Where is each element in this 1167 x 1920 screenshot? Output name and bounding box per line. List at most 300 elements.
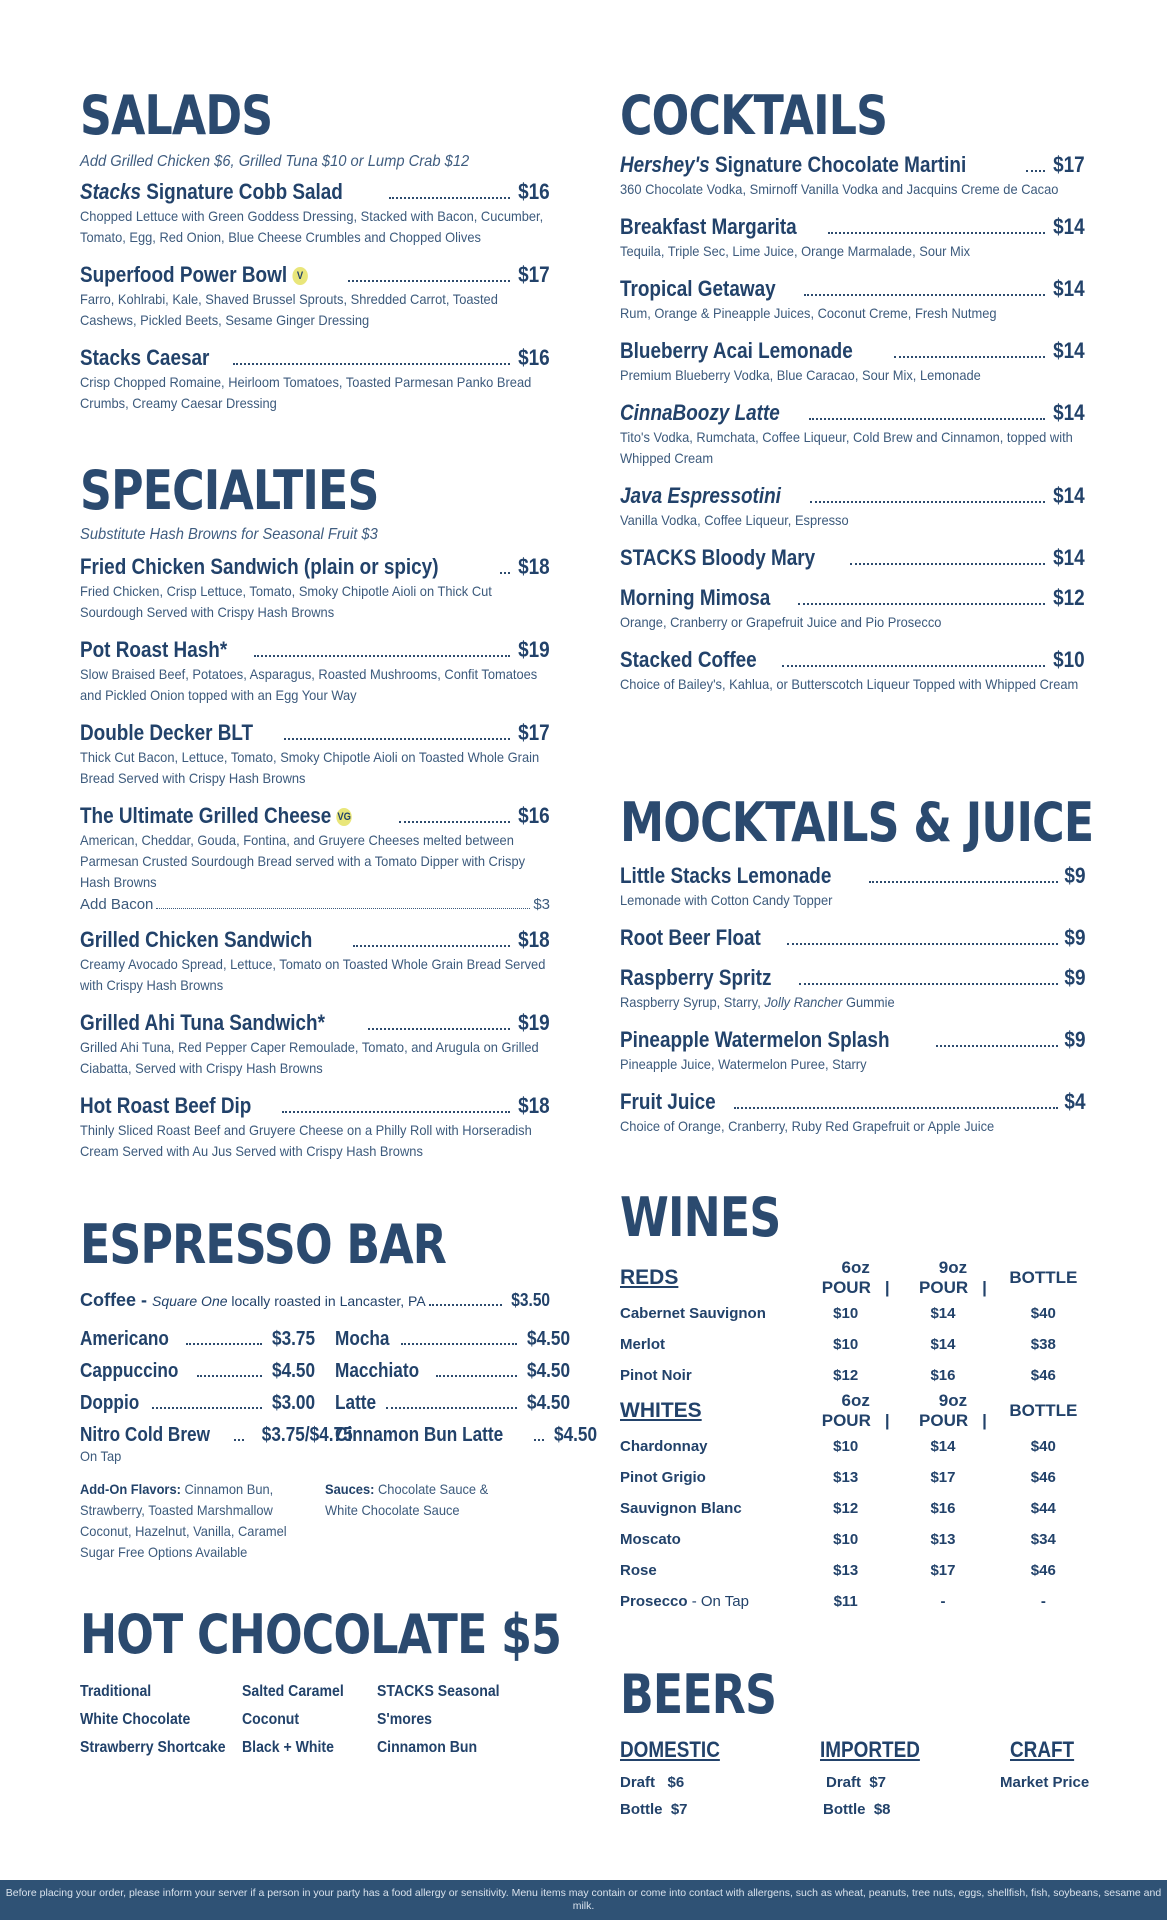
wine-price-6oz: $13 bbox=[833, 1562, 859, 1579]
menu-item-price: $18 bbox=[518, 1093, 550, 1118]
cocktails-items bbox=[620, 152, 1085, 695]
menu-item-price: $18 bbox=[518, 927, 550, 952]
menu-item-head bbox=[620, 647, 1085, 673]
leader-dots bbox=[429, 1304, 502, 1306]
menu-item-head bbox=[620, 1089, 1085, 1115]
wine-col-bottle bbox=[1002, 1258, 1085, 1298]
wine-col-9oz-label: 9oz POUR bbox=[919, 1258, 969, 1297]
menu-item-price: $16 bbox=[518, 179, 550, 204]
menu-item-head bbox=[80, 637, 550, 663]
menu-item-name bbox=[80, 345, 209, 371]
wine-row bbox=[620, 1329, 1085, 1360]
beer-imported-heading: IMPORTED bbox=[820, 1737, 920, 1762]
wine-price-bottle: $34 bbox=[1030, 1531, 1056, 1548]
menu-item-desc-text: Rum, Orange & Pineapple Juices, Coconut Creme, Fresh Nutmeg bbox=[620, 305, 997, 321]
menu-item-name-text: The Ultimate Grilled Cheese bbox=[80, 803, 332, 828]
leader-dots bbox=[156, 908, 530, 909]
espresso-item-price: $3.75 bbox=[271, 1328, 315, 1350]
espresso-item bbox=[80, 1390, 315, 1416]
diet-badge: V bbox=[292, 267, 307, 285]
menu-item-head bbox=[80, 927, 550, 953]
menu-item-head bbox=[80, 720, 550, 746]
wine-header-row bbox=[620, 1258, 1085, 1298]
leader-dots bbox=[804, 294, 1045, 296]
leader-dots bbox=[152, 1407, 262, 1409]
wine-col-6oz-label: 6oz POUR bbox=[821, 1391, 871, 1430]
menu-item-desc-text: Pineapple Juice, Watermelon Puree, Starry bbox=[620, 1056, 867, 1072]
menu-item-desc bbox=[80, 372, 547, 414]
menu-item bbox=[620, 483, 1085, 531]
leader-dots bbox=[233, 363, 510, 365]
menu-item-name bbox=[80, 262, 308, 288]
diet-badge: VG bbox=[336, 808, 351, 826]
hot-chocolate-section bbox=[80, 1603, 562, 1757]
hot-chocolate-flavor: Coconut bbox=[242, 1711, 300, 1728]
wine-name-cell bbox=[620, 1462, 807, 1493]
wine-row bbox=[620, 1493, 1085, 1524]
wine-price-9oz: $13 bbox=[930, 1531, 956, 1548]
menu-item-price: $14 bbox=[1053, 483, 1085, 508]
menu-item-name bbox=[80, 803, 352, 829]
hot-chocolate-flavor: Cinnamon Bun bbox=[377, 1739, 478, 1756]
espresso-item bbox=[335, 1422, 597, 1448]
menu-item-desc bbox=[620, 427, 1082, 469]
menu-item bbox=[80, 720, 550, 789]
espresso-item bbox=[80, 1358, 315, 1384]
wine-name-cell bbox=[620, 1555, 807, 1586]
wine-row bbox=[620, 1360, 1085, 1391]
wine-name-cell bbox=[620, 1586, 807, 1617]
menu-item-head bbox=[80, 179, 550, 205]
menu-item bbox=[620, 925, 1085, 951]
wine-row bbox=[620, 1555, 1085, 1586]
menu-item-name-text: Breakfast Margarita bbox=[620, 214, 797, 239]
hot-chocolate-flavor: Traditional bbox=[80, 1683, 152, 1700]
menu-item-name bbox=[80, 554, 439, 580]
menu-item-head bbox=[620, 585, 1085, 611]
menu-item bbox=[80, 803, 550, 913]
sauces-list: Chocolate Sauce & White Chocolate Sauce bbox=[325, 1481, 489, 1518]
menu-item-name-text: Pot Roast Hash* bbox=[80, 637, 228, 662]
beer-imported-draft: Draft $7 bbox=[826, 1774, 887, 1791]
leader-dots bbox=[936, 1045, 1057, 1047]
menu-item-price: $17 bbox=[1053, 152, 1085, 177]
menu-item bbox=[80, 637, 550, 706]
menu-item-head bbox=[620, 276, 1085, 302]
wine-row bbox=[620, 1462, 1085, 1493]
menu-item bbox=[80, 1010, 550, 1079]
wine-name-note: - On Tap bbox=[687, 1593, 749, 1610]
menu-item-desc bbox=[620, 992, 1082, 1013]
menu-item-price: $18 bbox=[518, 554, 550, 579]
beer-domestic bbox=[620, 1737, 820, 1823]
menu-item bbox=[620, 1027, 1085, 1075]
espresso-item-name: Cinnamon Bun Latte bbox=[335, 1424, 504, 1446]
menu-item-desc bbox=[80, 954, 547, 996]
espresso-item-price: $3.00 bbox=[271, 1392, 315, 1414]
menu-item-head bbox=[620, 338, 1085, 364]
menu-item-head bbox=[80, 1093, 550, 1119]
menu-item-name-text: Morning Mimosa bbox=[620, 585, 771, 610]
wine-price-bottle: $46 bbox=[1030, 1562, 1056, 1579]
menu-item-name bbox=[620, 647, 757, 673]
menu-item-desc bbox=[620, 303, 1082, 324]
wine-name-cell bbox=[620, 1524, 807, 1555]
leader-dots bbox=[282, 1111, 510, 1113]
wine-price-9oz: $14 bbox=[930, 1336, 956, 1353]
wine-price-9oz: $16 bbox=[930, 1367, 956, 1384]
menu-item-desc bbox=[80, 1120, 547, 1162]
wine-row bbox=[620, 1586, 1085, 1617]
espresso-item-price: $3.75/$4.75 bbox=[261, 1424, 353, 1446]
wine-price-9oz: $17 bbox=[930, 1469, 956, 1486]
wine-col-separator: | bbox=[884, 1411, 890, 1430]
leader-dots bbox=[787, 943, 1058, 945]
menu-item-head bbox=[620, 152, 1085, 178]
menu-item-desc bbox=[620, 890, 1082, 911]
specialties-note: Substitute Hash Browns for Seasonal Fruit $3 bbox=[80, 526, 378, 543]
wine-price-bottle: - bbox=[1040, 1593, 1046, 1610]
wine-name-cell bbox=[620, 1431, 807, 1462]
wine-col-6oz bbox=[807, 1391, 904, 1431]
beer-craft-price: Market Price bbox=[1000, 1774, 1090, 1791]
mocktails-items bbox=[620, 863, 1085, 1137]
menu-item-desc-text: Choice of Orange, Cranberry, Ruby Red Grapefruit or Apple Juice bbox=[620, 1118, 995, 1134]
espresso-item-price: $4.50 bbox=[271, 1360, 315, 1382]
leader-dots bbox=[782, 665, 1045, 667]
espresso-item-price: $4.50 bbox=[553, 1424, 597, 1446]
menu-item-head bbox=[80, 1010, 550, 1036]
menu-item-desc bbox=[80, 289, 547, 331]
leader-dots bbox=[389, 197, 511, 199]
menu-item bbox=[620, 545, 1085, 571]
hot-chocolate-flavor: Black + White bbox=[242, 1739, 334, 1756]
menu-item bbox=[620, 585, 1085, 633]
wine-name: Cabernet Sauvignon bbox=[620, 1305, 766, 1322]
hot-chocolate-title: HOT CHOCOLATE $5 bbox=[80, 1603, 562, 1666]
menu-item-price: $16 bbox=[518, 803, 550, 828]
menu-item-head bbox=[80, 345, 550, 371]
menu-item-name bbox=[620, 925, 761, 951]
menu-item-price: $9 bbox=[1063, 965, 1085, 990]
menu-item-price: $14 bbox=[1053, 214, 1085, 239]
menu-item-head bbox=[620, 925, 1085, 951]
wine-price-bottle: $44 bbox=[1030, 1500, 1056, 1517]
wine-col-9oz-label: 9oz POUR bbox=[919, 1391, 969, 1430]
wine-price-6oz: $10 bbox=[833, 1305, 859, 1322]
wine-price-6oz: $10 bbox=[833, 1438, 859, 1455]
beer-domestic-draft: Draft $6 bbox=[620, 1774, 685, 1791]
espresso-item-name: Americano bbox=[80, 1328, 169, 1350]
beer-domestic-bottle: Bottle $7 bbox=[620, 1801, 688, 1818]
menu-item-desc-text: 360 Chocolate Vodka, Smirnoff Vanilla Vodka and Jacquins Creme de Cacao bbox=[620, 181, 1059, 197]
menu-item bbox=[80, 179, 550, 248]
menu-item-head bbox=[620, 1027, 1085, 1053]
wine-category-cell bbox=[620, 1258, 807, 1298]
menu-item-name bbox=[620, 1027, 890, 1053]
menu-item-name-em: Java Espressotini bbox=[620, 483, 781, 508]
espresso-item-name: Doppio bbox=[80, 1392, 140, 1414]
menu-item-head bbox=[80, 554, 550, 580]
specialties-title: SPECIALTIES bbox=[80, 459, 379, 522]
espresso-item bbox=[335, 1358, 570, 1384]
leader-dots bbox=[197, 1375, 261, 1377]
menu-item-desc-text: Fried Chicken, Crisp Lettuce, Tomato, Smoky Chipotle Aioli on Thick Cut Sourdough Served with Crispy Hash Browns bbox=[80, 583, 492, 620]
menu-item bbox=[80, 927, 550, 996]
wine-col-bottle-label: BOTTLE bbox=[1009, 1268, 1078, 1287]
menu-item-desc-text: Thinly Sliced Roast Beef and Gruyere Cheese on a Philly Roll with Horseradish Cream Served with Au Jus Served with Crispy Hash Browns bbox=[80, 1122, 532, 1159]
menu-item-name bbox=[620, 152, 966, 178]
menu-item bbox=[620, 1089, 1085, 1137]
leader-dots bbox=[234, 1439, 244, 1441]
menu-item bbox=[620, 965, 1085, 1013]
menu-item-desc-text: Vanilla Vodka, Coffee Liqueur, Espresso bbox=[620, 512, 849, 528]
hot-chocolate-items bbox=[80, 1683, 550, 1757]
wine-name: Rose bbox=[620, 1562, 657, 1579]
menu-item-head bbox=[80, 803, 550, 829]
menu-item-name bbox=[620, 338, 853, 364]
leader-dots bbox=[809, 418, 1045, 420]
menu-item-desc bbox=[80, 581, 547, 623]
espresso-item-name: Macchiato bbox=[335, 1360, 420, 1382]
menu-item-price: $14 bbox=[1053, 545, 1085, 570]
menu-item-name-em: CinnaBoozy Latte bbox=[620, 400, 780, 425]
flavors-label: Add-On Flavors: bbox=[80, 1481, 181, 1497]
coffee-row bbox=[80, 1287, 550, 1314]
coffee-price: $3.50 bbox=[511, 1290, 550, 1310]
menu-item-name bbox=[620, 545, 815, 571]
beers-title: BEERS bbox=[620, 1663, 777, 1726]
wines-table bbox=[620, 1258, 1085, 1617]
addon-price: $3 bbox=[533, 896, 550, 913]
menu-item-price: $12 bbox=[1053, 585, 1085, 610]
menu-item-price: $17 bbox=[518, 262, 550, 287]
espresso-item bbox=[80, 1326, 315, 1352]
hot-chocolate-flavor: White Chocolate bbox=[80, 1711, 191, 1728]
salads-section bbox=[80, 84, 550, 414]
mocktails-title: MOCKTAILS & JUICE bbox=[620, 791, 1094, 854]
wine-col-9oz bbox=[904, 1258, 1001, 1298]
menu-item-name-text: Grilled Ahi Tuna Sandwich* bbox=[80, 1010, 325, 1035]
wine-price-6oz: $13 bbox=[833, 1469, 859, 1486]
wine-price-6oz: $12 bbox=[833, 1500, 859, 1517]
on-tap-note: On Tap bbox=[80, 1448, 122, 1464]
menu-item-name-text: Fried Chicken Sandwich (plain or spicy) bbox=[80, 554, 439, 579]
menu-item-name-text: Double Decker BLT bbox=[80, 720, 254, 745]
espresso-item-name: Latte bbox=[335, 1392, 377, 1414]
hot-chocolate-flavor: Strawberry Shortcake bbox=[80, 1739, 226, 1756]
menu-item-name bbox=[620, 863, 831, 889]
coffee-brand: Square One bbox=[152, 1293, 228, 1309]
menu-item-head bbox=[620, 545, 1085, 571]
wine-col-9oz bbox=[904, 1391, 1001, 1431]
leader-dots bbox=[254, 655, 510, 657]
hot-chocolate-flavor: S'mores bbox=[377, 1711, 432, 1728]
addon-row bbox=[80, 896, 550, 913]
menu-item-name bbox=[620, 214, 797, 240]
menu-item bbox=[620, 647, 1085, 695]
menu-item-name bbox=[620, 965, 771, 991]
wine-price-bottle: $40 bbox=[1030, 1438, 1056, 1455]
wine-name-cell bbox=[620, 1360, 807, 1391]
menu-item-head bbox=[620, 863, 1085, 889]
espresso-item-price: $4.50 bbox=[526, 1328, 570, 1350]
hot-chocolate-flavor: Salted Caramel bbox=[242, 1683, 344, 1700]
menu-item-price: $9 bbox=[1063, 863, 1085, 888]
menu-item-name-text: Root Beer Float bbox=[620, 925, 761, 950]
menu-item-price: $14 bbox=[1053, 400, 1085, 425]
wine-price-6oz: $11 bbox=[833, 1593, 858, 1610]
menu-item bbox=[620, 400, 1085, 469]
wine-name-cell bbox=[620, 1329, 807, 1360]
leader-dots bbox=[1026, 170, 1046, 172]
wine-col-separator: | bbox=[884, 1278, 890, 1297]
menu-item-name bbox=[620, 276, 776, 302]
wine-price-bottle: $46 bbox=[1030, 1367, 1056, 1384]
wine-price-6oz: $12 bbox=[833, 1367, 859, 1384]
wine-price-bottle: $46 bbox=[1030, 1469, 1056, 1486]
menu-item-price: $17 bbox=[518, 720, 550, 745]
wine-category-label: REDS bbox=[620, 1266, 679, 1289]
leader-dots bbox=[798, 603, 1046, 605]
menu-item-name-text: STACKS Bloody Mary bbox=[620, 545, 816, 570]
menu-item-name-text: Signature Cobb Salad bbox=[141, 179, 343, 204]
menu-item-price: $19 bbox=[518, 1010, 550, 1035]
menu-item-desc-text: Farro, Kohlrabi, Kale, Shaved Brussel Sprouts, Shredded Carrot, Toasted Cashews, Pickled Beets, Sesame Ginger Dressing bbox=[80, 291, 498, 328]
menu-item bbox=[620, 214, 1085, 262]
wines-title: WINES bbox=[620, 1186, 781, 1249]
menu-item-desc-text: Choice of Bailey's, Kahlua, or Butterscotch Liqueur Topped with Whipped Cream bbox=[620, 676, 1079, 692]
leader-dots bbox=[534, 1439, 544, 1441]
salads-title: SALADS bbox=[80, 84, 273, 147]
espresso-title: ESPRESSO BAR bbox=[80, 1213, 447, 1276]
menu-item-name-text: Hot Roast Beef Dip bbox=[80, 1093, 252, 1118]
wine-col-6oz bbox=[807, 1258, 904, 1298]
menu-item-name bbox=[80, 927, 312, 953]
menu-item-name-text: Superfood Power Bowl bbox=[80, 262, 288, 287]
menu-item-desc bbox=[620, 365, 1082, 386]
addon-label: Add Bacon bbox=[80, 896, 154, 913]
wine-col-bottle-label: BOTTLE bbox=[1009, 1401, 1078, 1420]
menu-item-head bbox=[620, 965, 1085, 991]
menu-item-desc bbox=[80, 206, 547, 248]
wine-price-bottle: $40 bbox=[1030, 1305, 1056, 1322]
wine-category-cell bbox=[620, 1391, 807, 1431]
menu-item-desc-text: Tito's Vodka, Rumchata, Coffee Liqueur, Cold Brew and Cinnamon, topped with Whipped Cream bbox=[620, 429, 1073, 466]
leader-dots bbox=[399, 821, 510, 823]
leader-dots bbox=[368, 1028, 510, 1030]
menu-item-name-text: Stacks Caesar bbox=[80, 345, 210, 370]
menu-item-price: $9 bbox=[1063, 1027, 1085, 1052]
wine-col-separator: | bbox=[982, 1278, 987, 1297]
leader-dots bbox=[348, 280, 510, 282]
espresso-item bbox=[80, 1422, 353, 1448]
menu-item bbox=[80, 345, 550, 414]
menu-item-name-text: Little Stacks Lemonade bbox=[620, 863, 832, 888]
wine-name: Moscato bbox=[620, 1531, 681, 1548]
menu-item-desc-em: Jolly Rancher bbox=[764, 994, 843, 1010]
menu-item-name-em: Hershey's bbox=[620, 152, 710, 177]
salads-note: Add Grilled Chicken $6, Grilled Tuna $10 or Lump Crab $12 bbox=[80, 153, 470, 170]
menu-item-name-text: Raspberry Spritz bbox=[620, 965, 772, 990]
menu-item-name bbox=[80, 637, 227, 663]
menu-item bbox=[80, 554, 550, 623]
menu-item-name bbox=[620, 1089, 716, 1115]
wine-price-bottle: $38 bbox=[1030, 1336, 1056, 1353]
wine-price-9oz: $14 bbox=[930, 1305, 956, 1322]
leader-dots bbox=[894, 356, 1046, 358]
menu-item-price: $14 bbox=[1053, 338, 1085, 363]
leader-dots bbox=[850, 563, 1045, 565]
wine-row bbox=[620, 1298, 1085, 1329]
menu-item-desc-tail: Gummie bbox=[842, 994, 895, 1010]
flavors-list: Cinnamon Bun, Strawberry, Toasted Marshmallow Coconut, Hazelnut, Vanilla, Caramel bbox=[80, 1481, 287, 1539]
wine-price-9oz: $14 bbox=[930, 1438, 956, 1455]
menu-item-price: $4 bbox=[1063, 1089, 1085, 1114]
menu-item bbox=[620, 338, 1085, 386]
wine-col-6oz-label: 6oz POUR bbox=[821, 1258, 871, 1297]
menu-item-desc bbox=[620, 510, 1082, 531]
menu-item-desc-text: Orange, Cranberry or Grapefruit Juice and Pio Prosecco bbox=[620, 614, 942, 630]
leader-dots bbox=[284, 738, 510, 740]
specialties-items bbox=[80, 554, 550, 1162]
beer-craft bbox=[1000, 1737, 1100, 1823]
leader-dots bbox=[436, 1375, 517, 1377]
menu-item-desc bbox=[620, 179, 1082, 200]
menu-item-desc bbox=[620, 674, 1082, 695]
menu-item-desc bbox=[620, 1054, 1082, 1075]
wine-name: Pinot Noir bbox=[620, 1367, 692, 1384]
menu-item bbox=[620, 863, 1085, 911]
menu-item-desc-text: Creamy Avocado Spread, Lettuce, Tomato on Toasted Whole Grain Bread Served with Crispy Hash Browns bbox=[80, 956, 546, 993]
menu-item-price: $10 bbox=[1053, 647, 1085, 672]
mocktails-section bbox=[620, 791, 1094, 1137]
menu-item-head bbox=[620, 400, 1085, 426]
sauces-block bbox=[325, 1479, 491, 1563]
wine-name: Prosecco bbox=[620, 1593, 688, 1610]
menu-item-name bbox=[80, 179, 343, 205]
menu-item-name-text: Blueberry Acai Lemonade bbox=[620, 338, 853, 363]
wine-name: Pinot Grigio bbox=[620, 1469, 706, 1486]
beer-imported bbox=[820, 1737, 1000, 1823]
espresso-item-name: Mocha bbox=[335, 1328, 390, 1350]
salads-items bbox=[80, 179, 550, 414]
menu-item-desc bbox=[80, 830, 547, 893]
menu-item-name bbox=[620, 585, 770, 611]
espresso-item-price: $4.50 bbox=[526, 1392, 570, 1414]
menu-item-desc-text: Chopped Lettuce with Green Goddess Dressing, Stacked with Bacon, Cucumber, Tomato, Egg, Red Onion, Blue Cheese Crumbles and Chopped Olives bbox=[80, 208, 544, 245]
menu-item-price: $14 bbox=[1053, 276, 1085, 301]
menu-item-desc-text: Lemonade with Cotton Candy Topper bbox=[620, 892, 833, 908]
menu-item-desc-text: Crisp Chopped Romaine, Heirloom Tomatoes, Toasted Parmesan Panko Bread Crumbs, Creamy Caesar Dressing bbox=[80, 374, 532, 411]
leader-dots bbox=[734, 1107, 1057, 1109]
menu-item-head bbox=[620, 483, 1085, 509]
wine-price-6oz: $10 bbox=[833, 1336, 859, 1353]
beer-domestic-heading: DOMESTIC bbox=[620, 1737, 720, 1762]
wines-section bbox=[620, 1186, 1085, 1617]
menu-item-desc bbox=[620, 1116, 1082, 1137]
cocktails-title: COCKTAILS bbox=[620, 84, 888, 147]
menu-item-name-text: Grilled Chicken Sandwich bbox=[80, 927, 313, 952]
menu-item-name-text: Stacked Coffee bbox=[620, 647, 757, 672]
espresso-section bbox=[80, 1213, 597, 1563]
wine-row bbox=[620, 1431, 1085, 1462]
menu-item-desc-text: Tequila, Triple Sec, Lime Juice, Orange Marmalade, Sour Mix bbox=[620, 243, 971, 259]
wine-name-cell bbox=[620, 1298, 807, 1329]
leader-dots bbox=[810, 501, 1045, 503]
menu-item-name bbox=[620, 483, 781, 509]
specialties-section bbox=[80, 459, 550, 1162]
